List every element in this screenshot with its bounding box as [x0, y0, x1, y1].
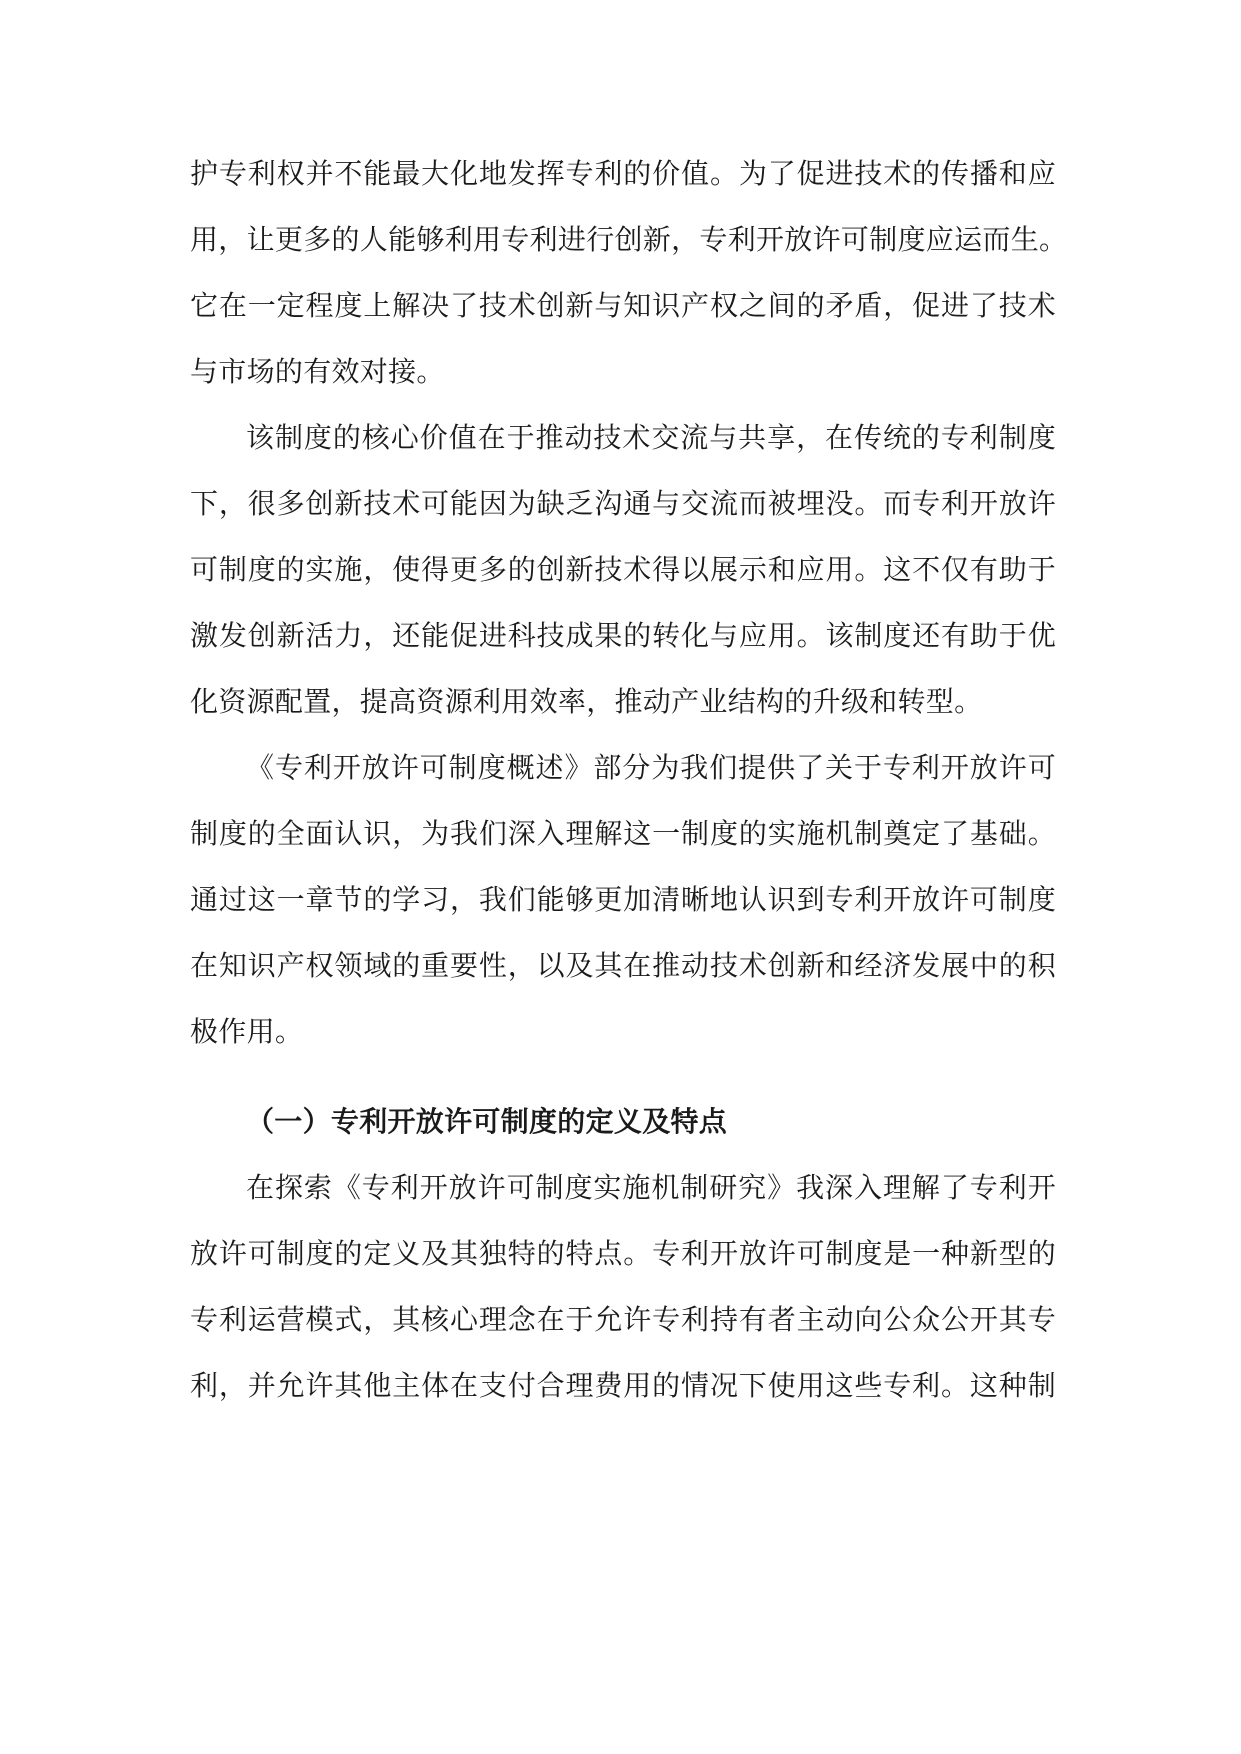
paragraph-line: 下，很多创新技术可能因为缺乏沟通与交流而被埋没。而专利开放许: [190, 487, 1056, 520]
paragraph-line: 该制度的核心价值在于推动技术交流与共享，在传统的专利制度: [246, 421, 1056, 454]
paragraph-line: 极作用。: [190, 1015, 304, 1048]
section-spacer: [190, 1065, 1056, 1089]
document-body: [190, 141, 1068, 1419]
paragraph-line: 通过这一章节的学习，我们能够更加清晰地认识到专利开放许可制度: [190, 883, 1056, 916]
paragraph-line: 与市场的有效对接。: [190, 355, 445, 388]
paragraph-line: 护专利权并不能最大化地发挥专利的价值。为了促进技术的传播和应: [190, 157, 1056, 190]
paragraph-line: 可制度的实施，使得更多的创新技术得以展示和应用。这不仅有助于: [190, 553, 1056, 586]
paragraph-line: 专利运营模式，其核心理念在于允许专利持有者主动向公众公开其专: [190, 1303, 1056, 1336]
paragraph-line: 它在一定程度上解决了技术创新与知识产权之间的矛盾，促进了技术: [190, 289, 1056, 322]
paragraph-line: 在探索《专利开放许可制度实施机制研究》我深入理解了专利开: [246, 1171, 1056, 1204]
section-heading: （一）专利开放许可制度的定义及特点: [246, 1105, 728, 1138]
paragraph-4: [190, 1155, 1056, 1419]
paragraph-line: 制度的全面认识，为我们深入理解这一制度的实施机制奠定了基础。: [190, 817, 1056, 850]
paragraph-line: 化资源配置，提高资源利用效率，推动产业结构的升级和转型。: [190, 685, 983, 718]
paragraph-3: [190, 735, 1056, 1065]
paragraph-line: 用，让更多的人能够利用专利进行创新，专利开放许可制度应运而生。: [190, 223, 1068, 256]
paragraph-2: [190, 405, 1056, 735]
paragraph-line: 激发创新活力，还能促进科技成果的转化与应用。该制度还有助于优: [190, 619, 1056, 652]
paragraph-line: 《专利开放许可制度概述》部分为我们提供了关于专利开放许可: [246, 751, 1056, 784]
paragraph-line: 利，并允许其他主体在支付合理费用的情况下使用这些专利。这种制: [190, 1369, 1056, 1402]
paragraph-line: 放许可制度的定义及其独特的特点。专利开放许可制度是一种新型的: [190, 1237, 1056, 1270]
paragraph-line: 在知识产权领域的重要性，以及其在推动技术创新和经济发展中的积: [190, 949, 1056, 982]
paragraph-1: [190, 141, 1068, 405]
